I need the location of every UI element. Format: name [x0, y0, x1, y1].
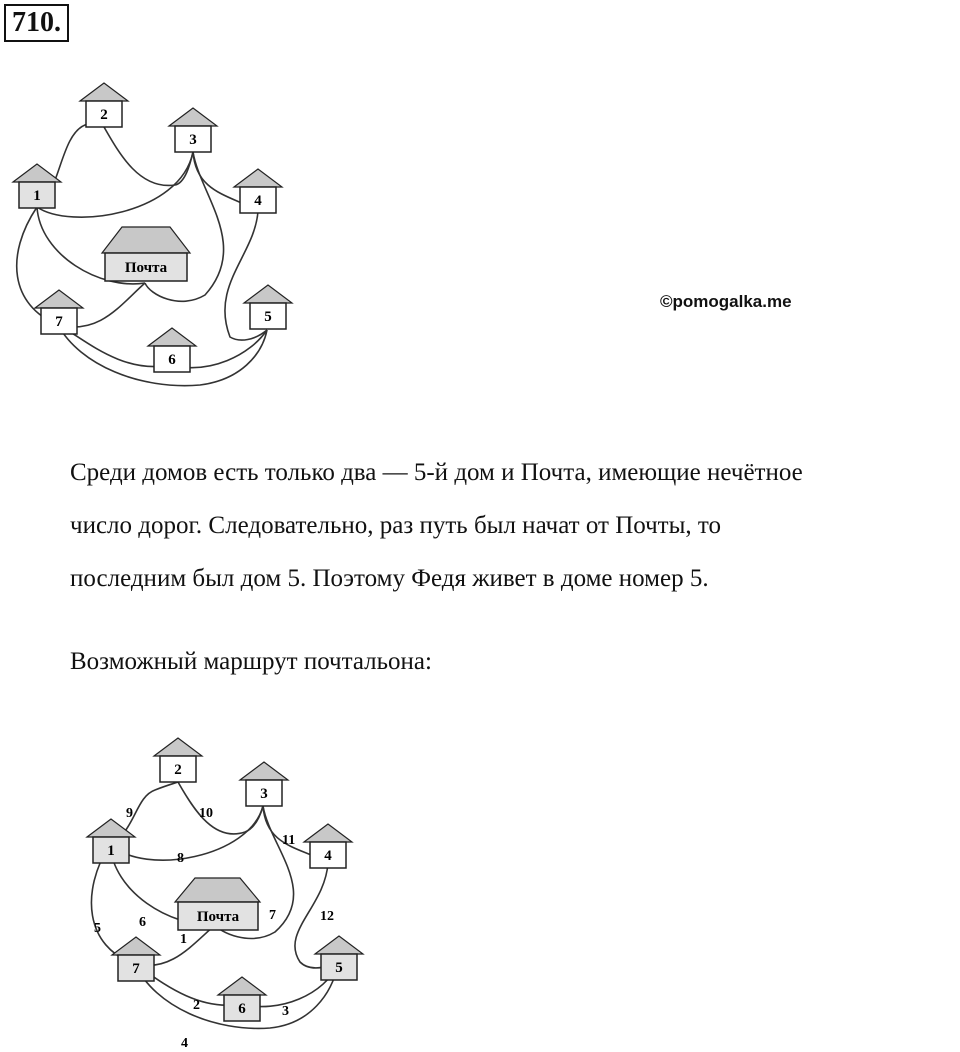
- route-step-9: 9: [126, 806, 133, 821]
- route-step-1: 1: [180, 932, 187, 947]
- house-5: [315, 936, 363, 980]
- village-map-diagram: [0, 75, 300, 405]
- house-label: 4: [324, 848, 332, 864]
- post-office: [175, 878, 260, 930]
- paragraph-line: число дорог. Следовательно, раз путь был начат от Почты, то: [70, 512, 722, 539]
- route-step-11: 11: [282, 833, 296, 848]
- route-step-8: 8: [177, 851, 184, 866]
- route-step-5: 5: [94, 921, 101, 936]
- house-label: 7: [132, 961, 140, 977]
- house-label: 3: [260, 786, 268, 802]
- road-1-3: [37, 152, 193, 217]
- route-step-2: 2: [193, 998, 200, 1013]
- house-label: 6: [168, 352, 176, 368]
- route-diagram: [80, 732, 380, 1052]
- house-3: [240, 762, 288, 806]
- house-6: [218, 977, 266, 1021]
- house-7: [35, 290, 83, 334]
- route-step-12: 12: [320, 909, 334, 924]
- house-label: 6: [238, 1001, 246, 1017]
- house-2: [80, 83, 128, 127]
- route-step-7: 7: [269, 908, 276, 923]
- house-label: 1: [33, 188, 41, 204]
- house-label: 4: [254, 193, 262, 209]
- house-6: [148, 328, 196, 372]
- post-office-label: Почта: [124, 260, 168, 276]
- route-step-3: 3: [282, 1004, 289, 1019]
- paragraph-line: Среди домов есть только два — 5-й дом и Почта, имеющие нечётное: [70, 459, 803, 486]
- house-4: [304, 824, 352, 868]
- house-label: 1: [107, 843, 115, 859]
- route-step-6: 6: [139, 915, 146, 930]
- house-label: 3: [189, 132, 197, 148]
- watermark: ©pomogalka.me: [660, 292, 792, 311]
- route-step-10: 10: [199, 806, 213, 821]
- house-4: [234, 169, 282, 213]
- route-step-4: 4: [181, 1036, 188, 1051]
- house-label: 5: [264, 309, 272, 325]
- route-intro: Возможный маршрут почтальона:: [70, 648, 432, 675]
- house-label: 7: [55, 314, 63, 330]
- house-label: 5: [335, 960, 343, 976]
- house-5: [244, 285, 292, 329]
- paragraph-line: последним был дом 5. Поэтому Федя живет в доме номер 5.: [70, 565, 709, 592]
- house-7: [112, 937, 160, 981]
- post-office: [102, 227, 190, 281]
- task-number: 710.: [4, 4, 69, 42]
- house-1: [13, 164, 61, 208]
- post-office-label: Почта: [196, 909, 240, 925]
- house-2: [154, 738, 202, 782]
- house-3: [169, 108, 217, 152]
- house-label: 2: [174, 762, 182, 778]
- house-label: 2: [100, 107, 108, 123]
